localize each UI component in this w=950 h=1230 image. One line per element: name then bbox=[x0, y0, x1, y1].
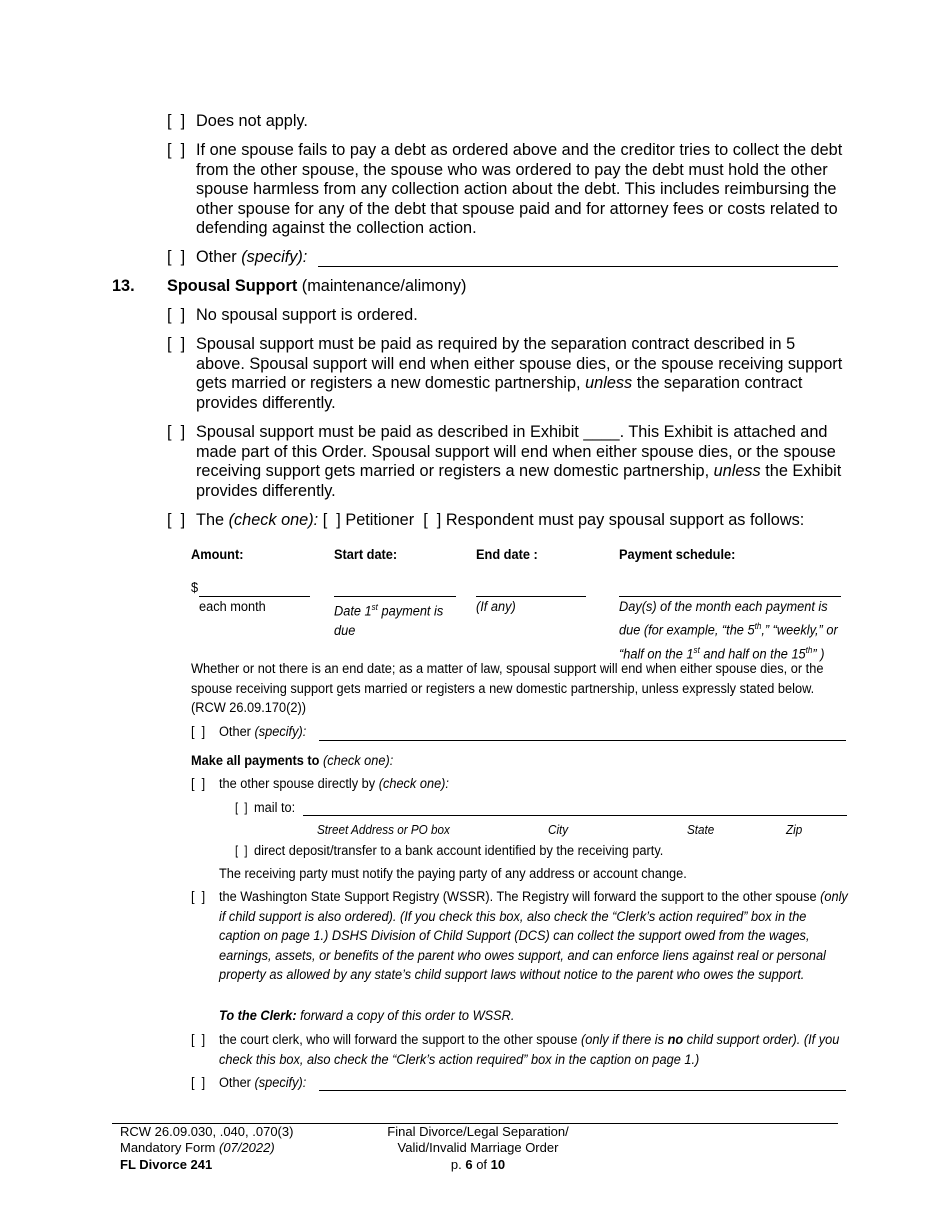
hold-harmless-text: If one spouse fails to pay a debt as ordered above and the creditor tries to collect the debt from the other spouse, the spouse who was ordered to pay the debt must hold the other spouse harmless from any collection action about the debt. This includes reimbursing the other spouse for any of the debt that spouse paid and for attorney fees or costs related to defending against the collection action. bbox=[196, 141, 843, 238]
footer-page-number: p. 6 of 10 bbox=[450, 1156, 506, 1172]
checkbox[interactable]: [ ] bbox=[191, 1032, 206, 1048]
footer-center bbox=[358, 1124, 598, 1173]
section-number: 13. bbox=[112, 277, 135, 295]
checkbox[interactable]: [ ] bbox=[167, 112, 186, 130]
end-date-note: (If any) bbox=[476, 599, 516, 615]
make-payments-heading: Make all payments to (check one): bbox=[191, 753, 394, 769]
checkbox[interactable]: [ ] bbox=[167, 248, 186, 266]
footer-left bbox=[120, 1124, 293, 1173]
start-date-header: Start date: bbox=[334, 547, 398, 563]
does-not-apply-label: Does not apply. bbox=[196, 112, 308, 130]
end-date-field[interactable] bbox=[476, 596, 586, 597]
other-specify-line[interactable] bbox=[319, 1090, 846, 1091]
footer-rcw: RCW 26.09.030, .040, .070(3) bbox=[120, 1124, 294, 1139]
wssr-text: the Washington State Support Registry (WSSR). The Registry will forward the support to the other spouse (only if child support is also ordered). (If you check this box, also check the “Clerk’s action required” box in the caption on page 1.) DSHS Division of Child Support (DCS) can collect the support owed from the wages, earnings, assets, or benefits of the parent who owes support, and can enforce liens against real or personal property as allowed by any state’s child support laws without notice to the parent who owes the support. bbox=[219, 889, 848, 984]
checkbox[interactable]: [ ] bbox=[191, 889, 206, 905]
direct-deposit-label: direct deposit/transfer to a bank account identified by the receiving party. bbox=[254, 843, 664, 859]
payment-schedule-header: Payment schedule: bbox=[619, 547, 736, 563]
payment-schedule-note: Day(s) of the month each payment is due (for example, “the 5th,” “weekly,” or “half on the 1st and half on the 15th” ) bbox=[619, 599, 838, 663]
petitioner-checkbox[interactable]: [ ] bbox=[322, 511, 341, 529]
footer-mandatory: Mandatory Form (07/2022) bbox=[120, 1140, 275, 1156]
respondent-checkbox[interactable]: [ ] bbox=[423, 511, 442, 529]
checkbox[interactable]: [ ] bbox=[191, 1075, 206, 1091]
state-caption: State bbox=[687, 822, 715, 837]
court-clerk-text: the court clerk, who will forward the support to the other spouse (only if there is no child support order). (If you check this box, also check the “Clerk’s action required” box in the caption on page 1.) bbox=[219, 1032, 840, 1068]
checkbox[interactable]: [ ] bbox=[235, 801, 248, 815]
direct-payment-label: the other spouse directly by (check one): bbox=[219, 776, 449, 792]
no-support-label: No spousal support is ordered. bbox=[196, 306, 418, 324]
checkbox[interactable]: [ ] bbox=[167, 511, 186, 529]
checkbox[interactable]: [ ] bbox=[191, 724, 206, 740]
checkbox[interactable]: [ ] bbox=[167, 306, 186, 324]
start-date-field[interactable] bbox=[334, 596, 456, 597]
street-address-caption: Street Address or PO box bbox=[317, 822, 450, 837]
footer-form-id: FL Divorce 241 bbox=[120, 1156, 213, 1172]
other-specify-label: Other (specify): bbox=[219, 1075, 307, 1091]
checkbox[interactable]: [ ] bbox=[235, 844, 248, 858]
payer-select-line: The (check one): [ ] Petitioner [ ] Respondent must pay spousal support as follows: bbox=[196, 511, 805, 529]
checkbox[interactable]: [ ] bbox=[167, 141, 186, 159]
each-month-label: each month bbox=[199, 599, 266, 615]
other-specify-label: Other (specify): bbox=[219, 724, 307, 740]
other-specify-line[interactable] bbox=[319, 740, 846, 741]
mailing-address-line[interactable] bbox=[303, 815, 847, 816]
start-date-note: Date 1st payment is due bbox=[334, 602, 444, 640]
dollar-sign: $ bbox=[191, 580, 199, 596]
law-note: Whether or not there is an end date; as a matter of law, spousal support will end when either spouse dies, or the spouse receiving support gets married or registers a new domestic partnership, unless expressly stated below. (RCW 26.09.170(2)) bbox=[191, 661, 824, 717]
notify-change-text: The receiving party must notify the paying party of any address or account change. bbox=[219, 866, 687, 882]
other-specify-label: Other (specify): bbox=[196, 248, 308, 266]
amount-field[interactable] bbox=[199, 596, 310, 597]
footer-title-2: Valid/Invalid Marriage Order bbox=[397, 1140, 559, 1156]
city-caption: City bbox=[548, 822, 569, 837]
exhibit-blank[interactable]: ____ bbox=[583, 423, 620, 441]
checkbox[interactable]: [ ] bbox=[167, 423, 186, 441]
separation-contract-text: Spousal support must be paid as required by the separation contract described in 5 above. Spousal support will end when either spouse dies, or the spouse receiving support gets married or registers a new domestic partnership, unless the separation contract provides differently. bbox=[196, 335, 843, 412]
to-clerk-note: To the Clerk: forward a copy of this order to WSSR. bbox=[219, 1008, 515, 1024]
zip-caption: Zip bbox=[786, 822, 803, 837]
amount-header: Amount: bbox=[191, 547, 244, 563]
mail-to-label: mail to: bbox=[254, 800, 296, 816]
section-heading: Spousal Support (maintenance/alimony) bbox=[167, 277, 467, 295]
exhibit-text: Spousal support must be paid as described in Exhibit ____. This Exhibit is attached and made part of this Order. Spousal support will end when either spouse dies, or the spouse receiving support gets married or registers a new domestic partnership, unless the Exhibit provides differently. bbox=[196, 423, 842, 500]
checkbox[interactable]: [ ] bbox=[167, 335, 186, 353]
payment-schedule-field[interactable] bbox=[619, 596, 841, 597]
checkbox[interactable]: [ ] bbox=[191, 776, 206, 792]
other-specify-line[interactable] bbox=[318, 266, 838, 267]
end-date-header: End date : bbox=[476, 547, 538, 563]
footer-title-1: Final Divorce/Legal Separation/ bbox=[387, 1124, 569, 1139]
